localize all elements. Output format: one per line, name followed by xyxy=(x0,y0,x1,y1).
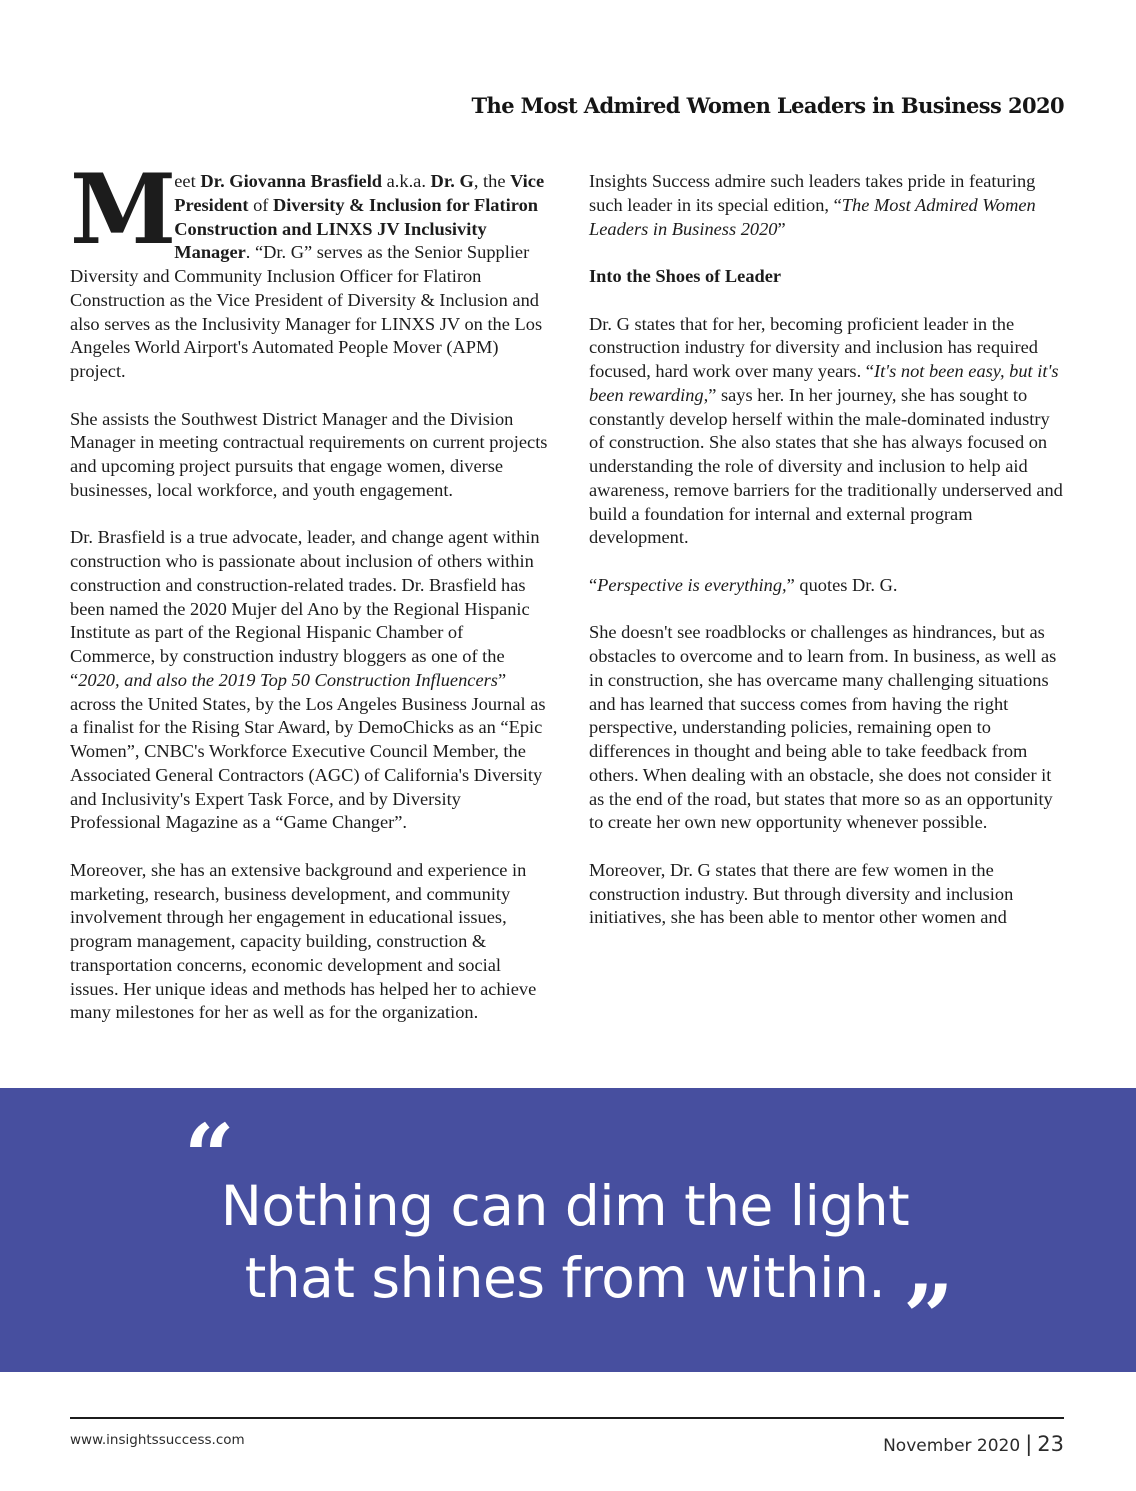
pull-quote-text: Nothing can dim the light that shines from within. xyxy=(220,1174,910,1310)
text-run: , the xyxy=(473,171,511,191)
text-run: ” quotes Dr. G. xyxy=(786,574,898,595)
body-paragraph: She doesn't see roadblocks or challenges as hindrances, but as obstacles to overcome and to learn from. In business, as well as in construction, she has overcame many challenging situations and has learned that success comes from having the right perspective, understanding policies, remaining open to differences in thought and being able to take feedback from others. When dealing with an obstacle, she does not consider it as the end of the road, but states that more so as an opportunity to create her own new opportunity whenever possible. xyxy=(589,622,1057,833)
italic-run: The Most Admired Women Leaders in Business 2020 xyxy=(589,194,1036,239)
body-paragraph xyxy=(589,313,1069,551)
close-quote-mark: ” xyxy=(903,1265,954,1369)
body-paragraph: Moreover, she has an extensive background and experience in marketing, research, business development, and community involvement through her engagement in educational issues, program management, capacity building, construction & transportation concerns, economic development and social issues. Her unique ideas and methods has helped her to achieve many milestones for her as well as for the organization. xyxy=(70,859,537,1023)
article-column-left xyxy=(70,153,550,1049)
footer-issue-info xyxy=(883,1432,1064,1456)
text-run: eet xyxy=(174,171,201,191)
text-run: . “Dr. G” serves as the Senior Supplier Diversity and Community Inclusion Officer for Flatiron Construction as the Vice President of Diversity & Inclusion and also serves as the Inclusivity Manager for LINXS JV on the Los Angeles World Airport's Automated People Mover (APM) project. xyxy=(70,242,543,381)
body-paragraph: She assists the Southwest District Manager and the Division Manager in meeting contractual requirements on current projects and upcoming project pursuits that engage women, diverse businesses, local workforce, and youth engagement. xyxy=(70,408,548,500)
body-paragraph xyxy=(70,526,550,835)
text-run: of xyxy=(248,194,274,215)
body-paragraph: Moreover, Dr. G states that there are few women in the construction industry. But through diversity and inclusion initiatives, she has been able to mentor other women and xyxy=(589,859,1014,928)
job-title: Vice President xyxy=(174,171,545,215)
footer-website: www.insightssuccess.com xyxy=(70,1432,245,1448)
running-header-title: The Most Admired Women Leaders in Business 2020 xyxy=(471,93,1064,118)
body-paragraph xyxy=(589,170,1069,241)
text-run: a.k.a. xyxy=(382,171,431,191)
text-run: ” xyxy=(777,218,786,239)
text-run: “ xyxy=(589,574,598,595)
quote-paragraph xyxy=(589,574,1069,598)
section-subheading xyxy=(589,265,1069,289)
article-column-right xyxy=(589,170,1069,954)
role-description: Diversity & Inclusion for Flatiron Construction and LINXS JV Inclusivity Manager xyxy=(174,194,538,263)
person-name: Dr. Giovanna Brasfield xyxy=(200,171,383,191)
italic-run: Perspective is everything, xyxy=(597,574,787,595)
text-run: ” says her. In her journey, she has sought to constantly develop herself within the male-dominated industry of construction. She also states that she has always focused on understanding the role of diversity and inclusion to help aid awareness, remove barriers for the traditionally underserved and build a foundation for internal and external program development. xyxy=(589,384,1063,548)
italic-run: It's not been easy, but it's been rewarding, xyxy=(589,361,1059,405)
italic-run: 2020, and also the 2019 Top 50 Construction Influencers xyxy=(78,669,498,690)
intro-paragraph xyxy=(70,153,550,384)
footer-separator: | xyxy=(1025,1432,1033,1456)
drop-cap: M xyxy=(70,153,173,266)
subheading-text: Into the Shoes of Leader xyxy=(589,266,782,286)
page-number: 23 xyxy=(1037,1432,1064,1456)
text-run: Dr. Brasfield is a true advocate, leader, and change agent within construction who is passionate about inclusion of others within construction and construction-related trades. Dr. Brasfield has been named the 2020 Mujer del Ano by the Regional Hispanic Institute as part of the Regional Hispanic Chamber of Commerce, by construction industry bloggers as one of the “ xyxy=(70,527,540,690)
text-run: Insights Success admire such leaders takes pride in featuring such leader in its special edition, “ xyxy=(589,171,1036,215)
footer-divider xyxy=(70,1417,1064,1419)
text-run: ” across the United States, by the Los Angeles Business Journal as a finalist for the Rising Star Award, by DemoChicks as an “Epic Women”, CNBC's Workforce Executive Council Member, the Associated General Contractors (AGC) of California's Diversity and Inclusivity's Expert Task Force, and by Diversity Professional Magazine as a “Game Changer”. xyxy=(70,669,546,833)
text-run: Dr. G states that for her, becoming proficient leader in the construction industry for diversity and inclusion has required focused, hard work over many years. “ xyxy=(589,313,1038,381)
nickname: Dr. G xyxy=(430,171,474,191)
open-quote-mark: “ xyxy=(184,1104,235,1208)
pull-quote-band xyxy=(0,1088,1136,1372)
issue-date: November 2020 xyxy=(883,1436,1021,1456)
